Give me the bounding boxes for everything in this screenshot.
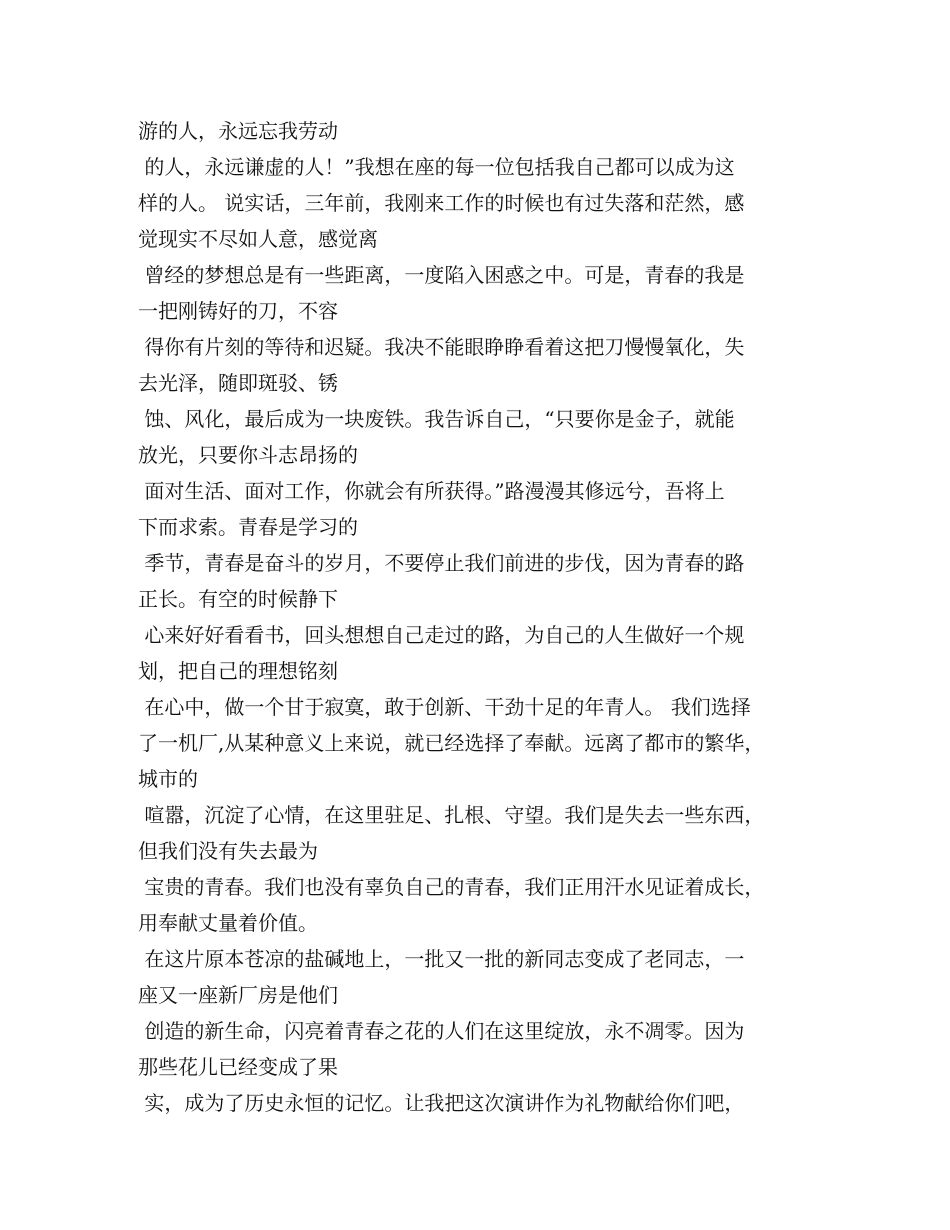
text-line: 但我们没有失去最为 bbox=[138, 839, 318, 863]
text-line: 曾经的梦想总是有一些距离，一度陷入困惑之中。可是，青春的我是 bbox=[138, 263, 745, 287]
text-line: 在这片原本苍凉的盐碱地上，一批又一批的新同志变成了老同志，一 bbox=[138, 947, 745, 971]
speech-text-body bbox=[138, 113, 818, 1121]
text-line: 宝贵的青春。我们也没有辜负自己的青春，我们正用汗水见证着成长， bbox=[138, 875, 765, 899]
text-line: 划，把自己的理想铭刻 bbox=[138, 659, 338, 683]
text-line: 在心中，做一个甘于寂寞，敢于创新、干劲十足的年青人。 我们选择 bbox=[138, 695, 751, 719]
text-line: 用奉献丈量着价值。 bbox=[138, 911, 318, 935]
text-line: 座又一座新厂房是他们 bbox=[138, 983, 338, 1007]
text-line: 创造的新生命，闪亮着青春之花的人们在这里绽放，永不凋零。因为 bbox=[138, 1019, 745, 1043]
text-line: 那些花儿已经变成了果 bbox=[138, 1055, 338, 1079]
text-line: 心来好好看看书，回头想想自己走过的路，为自己的人生做好一个规 bbox=[138, 623, 745, 647]
text-line: 觉现实不尽如人意，感觉离 bbox=[138, 227, 378, 251]
text-line: 去光泽，随即斑驳、锈 bbox=[138, 371, 338, 395]
text-line: 得你有片刻的等待和迟疑。我决不能眼睁睁看着这把刀慢慢氧化，失 bbox=[138, 335, 745, 359]
text-line: 喧嚣，沉淀了心情，在这里驻足、扎根、守望。我们是失去一些东西， bbox=[138, 803, 765, 827]
text-line: 一把刚铸好的刀，不容 bbox=[138, 299, 338, 323]
text-line: 样的人。 说实话，三年前，我刚来工作的时候也有过失落和茫然，感 bbox=[138, 191, 745, 215]
text-line: 了一机厂,从某种意义上来说，就已经选择了奉献。远离了都市的繁华， bbox=[138, 731, 765, 755]
text-line: 实，成为了历史永恒的记忆。让我把这次演讲作为礼物献给你们吧， bbox=[138, 1091, 745, 1115]
text-line: 游的人，永远忘我劳动 bbox=[138, 119, 338, 143]
text-line: 城市的 bbox=[138, 767, 198, 791]
text-line: 正长。有空的时候静下 bbox=[138, 587, 338, 611]
text-line: 放光，只要你斗志昂扬的 bbox=[138, 443, 358, 467]
text-line: 的人，永远谦虚的人！”我想在座的每一位包括我自己都可以成为这 bbox=[138, 155, 735, 179]
text-line: 蚀、风化，最后成为一块废铁。我告诉自己，“只要你是金子，就能 bbox=[138, 407, 735, 431]
text-line: 面对生活、面对工作，你就会有所获得。”路漫漫其修远兮，吾将上 bbox=[138, 479, 725, 503]
text-line: 下而求索。青春是学习的 bbox=[138, 515, 358, 539]
text-line: 季节，青春是奋斗的岁月，不要停止我们前进的步伐，因为青春的路 bbox=[138, 551, 745, 575]
